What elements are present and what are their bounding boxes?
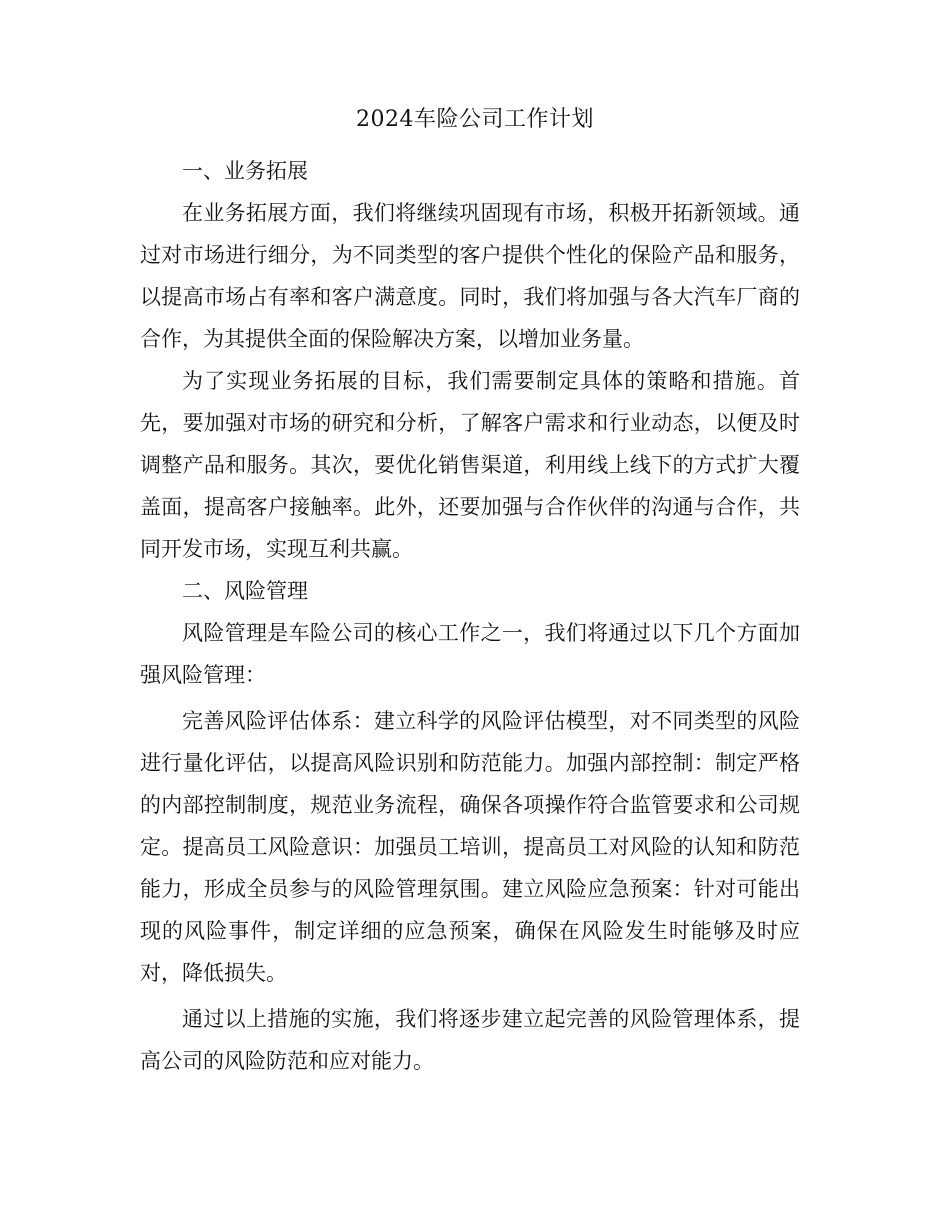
paragraph-business-1: 在业务拓展方面，我们将继续巩固现有市场，积极开拓新领域。通过对市场进行细分，为不同类型的客户提供个性化的保险产品和服务，以提高市场占有率和客户满意度。同时，我们将加强与各大汽车厂商的合作，为其提供全面的保险解决方案，以增加业务量。: [140, 201, 800, 351]
document-title: 2024车险公司工作计划: [356, 107, 594, 132]
section-heading-business: 一、业务拓展: [182, 159, 308, 183]
paragraph-risk-2: 完善风险评估体系：建立科学的风险评估模型，对不同类型的风险进行量化评估，以提高风险识别和防范能力。加强内部控制：制定严格的内部控制制度，规范业务流程，确保各项操作符合监管要求和公司规定。提高员工风险意识：加强员工培训，提高员工对风险的认知和防范能力，形成全员参与的风险管理氛围。建立风险应急预案：针对可能出现的风险事件，制定详细的应急预案，确保在风险发生时能够及时应对，降低损失。: [140, 709, 800, 985]
document-body: [140, 150, 800, 1082]
paragraph-risk-3: 通过以上措施的实施，我们将逐步建立起完善的风险管理体系，提高公司的风险防范和应对能力。: [140, 1007, 800, 1073]
paragraph-business-2: 为了实现业务拓展的目标，我们需要制定具体的策略和措施。首先，要加强对市场的研究和分析，了解客户需求和行业动态，以便及时调整产品和服务。其次，要优化销售渠道，利用线上线下的方式扩大覆盖面，提高客户接触率。此外，还要加强与合作伙伴的沟通与合作，共同开发市场，实现互利共赢。: [140, 369, 800, 561]
section-heading-risk: 二、风险管理: [182, 579, 308, 603]
paragraph-risk-1: 风险管理是车险公司的核心工作之一，我们将通过以下几个方面加强风险管理：: [140, 621, 800, 687]
